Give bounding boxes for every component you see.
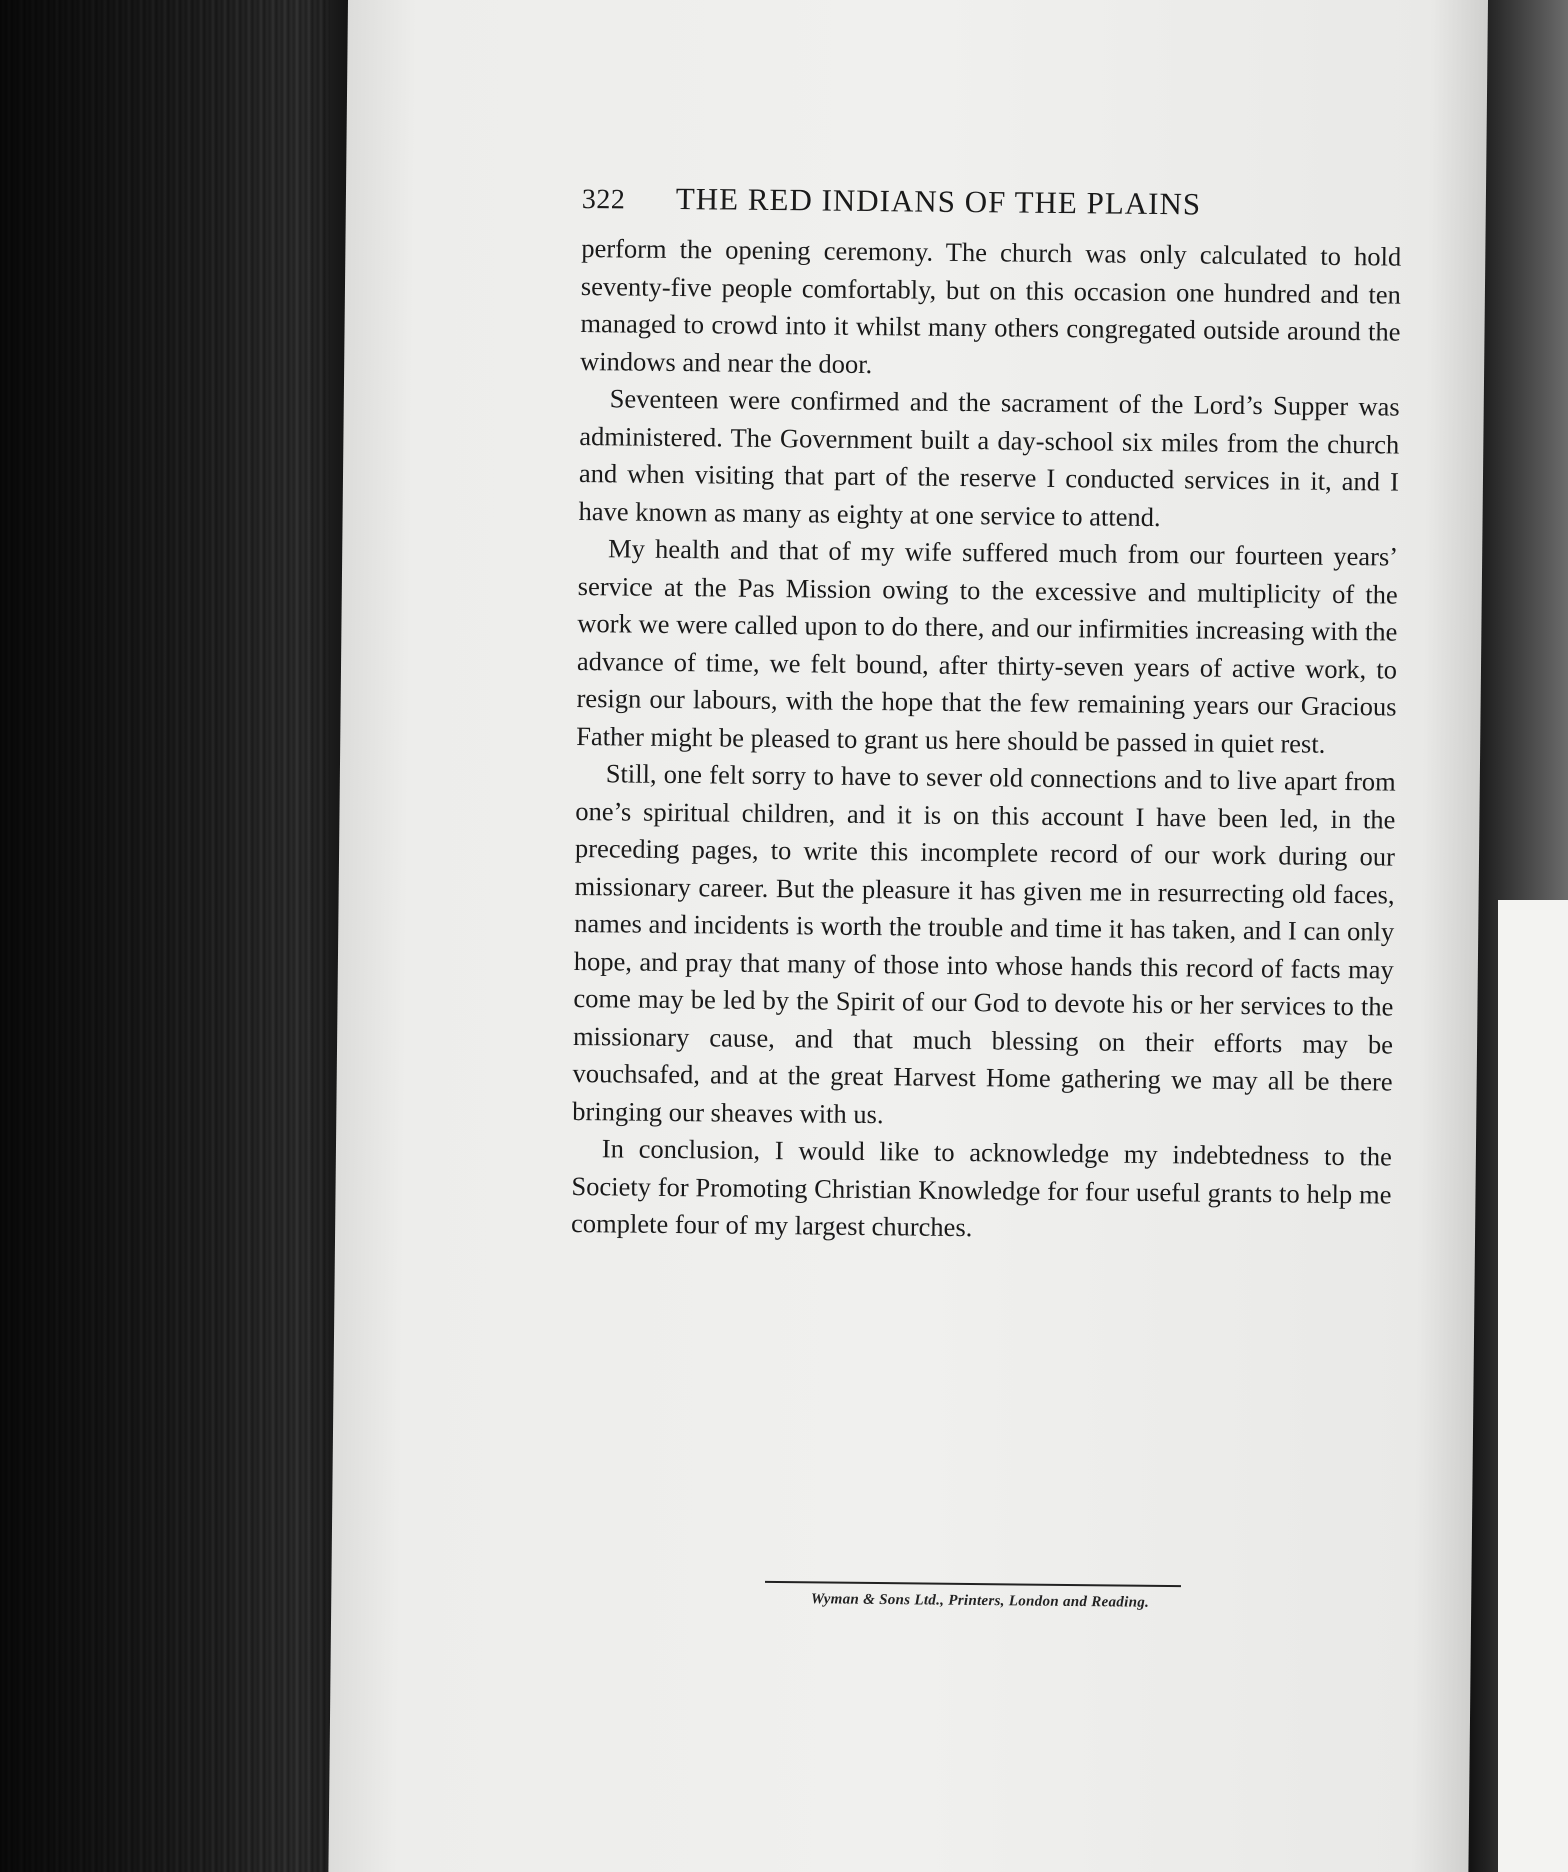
page-text-block (571, 180, 1402, 1251)
paragraph-2: Seventeen were confirmed and the sacrament of the Lord’s Supper was administered. The Government built a day-school six miles from the church and when visiting that part of the reserve I conducted services in it, and I have known as many as eighty at one service to attend. (578, 383, 1400, 532)
paper-slip (1498, 900, 1568, 1872)
paragraph-4: Still, one felt sorry to have to sever old connections and to live apart from one’s spiritual children, and it is on this account I have been led, in the preceding pages, to write this incomplete record of our work during our missionary career. But the pleasure it has given me in resurrecting old faces, names and incidents is worth the trouble and time it has taken, and I can only hope, and pray that many of those into whose hands this record of facts may come may be led by the Spirit of our God to devote his or her services to the missionary cause, and that much blessing on their efforts may be vouchsafed, and at the great Harvest Home gathering we may all be there bringing our sheaves with us. (572, 758, 1396, 1129)
printer-colophon: Wyman & Sons Ltd., Printers, London and Reading. (810, 1591, 1150, 1611)
paragraph-3: My health and that of my wife suffered much from our fourteen years’ service at the Pas Mission owing to the excessive and multiplicity of the work we were called upon to do there, and our infirmities increasing with the advance of time, we felt bound, after thirty-seven years of active work, to resign our labours, with the hope that the few remaining years our Gracious Father might be pleased to grant us here should be passed in quiet rest. (576, 533, 1399, 759)
running-head (582, 180, 1402, 225)
paragraph-5: In conclusion, I would like to acknowledge my indebtedness to the Society for Promoting Christian Knowledge for four useful grants to help me complete four of my largest churches. (570, 1133, 1392, 1243)
paragraph-1: perform the opening ceremony. The church was only calculated to hold seventy-five people comfortably, but on this occasion one hundred and ten managed to crowd into it whilst many others congregated outside around the windows and near the door. (579, 232, 1402, 379)
page-number: 322 (581, 183, 626, 216)
running-title: THE RED INDIANS OF THE PLAINS (675, 180, 1202, 222)
page-edges (0, 0, 330, 1872)
